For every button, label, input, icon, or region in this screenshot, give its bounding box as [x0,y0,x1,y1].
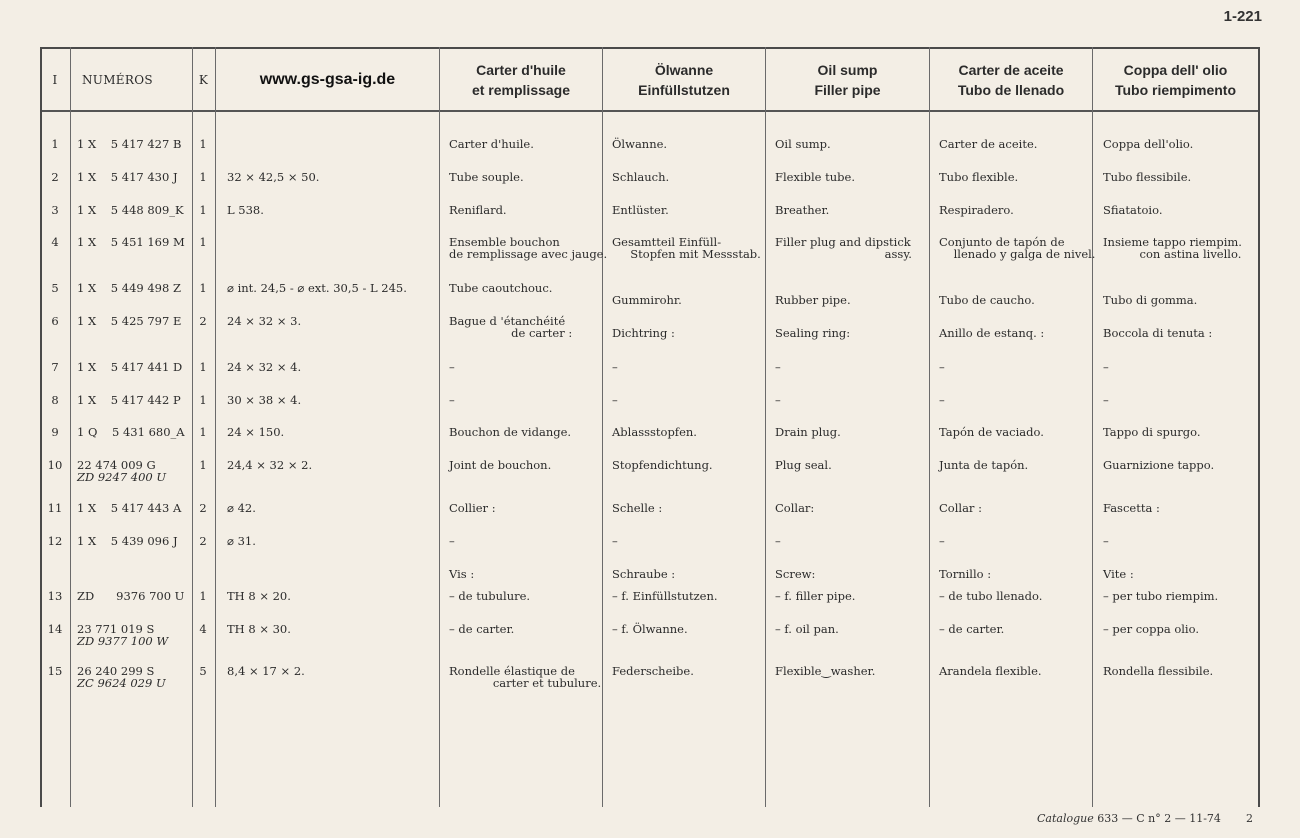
desc-english: Plug seal. [775,458,832,472]
desc-spanish: – [939,360,945,374]
header-german-line1: Ölwanne [654,62,714,78]
desc-spanish: Carter de aceite. [939,137,1038,151]
desc-italian: Rondella flessibile. [1103,664,1214,678]
part-number: 1 X 5 417 441 D [77,360,183,374]
quantity: 1 [199,458,207,472]
desc-italian: Tappo di spurgo. [1103,425,1201,439]
part-number-alt: ZC 9624 029 U [77,676,166,690]
column-divider [70,47,71,807]
dimensions: TH 8 × 20. [227,589,291,603]
quantity: 4 [199,622,207,636]
header-french-line2: et remplissage [471,82,571,98]
quantity: 2 [199,534,207,548]
desc-english: – f. filler pipe. [775,589,856,603]
column-divider [929,47,930,807]
row-index: 4 [51,235,59,249]
desc-english: Collar: [775,501,815,515]
desc-french: Tube souple. [449,170,524,184]
header-english-line1: Oil sump [817,62,878,78]
part-number: 22 474 009 G [77,458,156,472]
desc-english: Filler plug and dipstick assy. [775,235,912,261]
header-italian-line2: Tubo riempimento [1114,82,1237,98]
row-index: 6 [51,314,59,328]
desc-french: Rondelle élastique de carter et tubulure. [449,664,602,690]
desc-english: – [775,534,781,548]
dimensions: 30 × 38 × 4. [227,393,302,407]
desc-german: Gummirohr. [612,293,682,307]
desc-italian: Tubo flessibile. [1103,170,1192,184]
header-german [603,51,765,109]
quantity: 1 [199,360,207,374]
quantity: 1 [199,235,207,249]
column-divider [439,47,440,807]
dimensions: TH 8 × 30. [227,622,291,636]
desc-german: Stopfendichtung. [612,458,713,472]
desc-italian: – per coppa olio. [1103,622,1199,636]
quantity: 5 [199,664,207,678]
desc-german: Dichtring : [612,326,675,340]
header-italian-line1: Coppa dell' olio [1123,62,1228,78]
desc-french: Ensemble bouchon de remplissage avec jauge. [449,235,608,261]
part-number: 1 X 5 417 442 P [77,393,181,407]
column-divider [765,47,766,807]
desc-english: – f. oil pan. [775,622,839,636]
desc-german: – f. Einfüllstutzen. [612,589,718,603]
row-index: 2 [51,170,59,184]
header-french [440,51,602,109]
row-index: 1 [51,137,59,151]
desc-english: Oil sump. [775,137,831,151]
desc-german: Gesamtteil Einfüll- Stopfen mit Messstab. [612,235,761,261]
table-right-border [1258,47,1260,807]
part-number: 1 X 5 417 443 A [77,501,182,515]
header-italian [1093,51,1258,109]
desc-french: Bouchon de vidange. [449,425,572,439]
desc-german: Ablassstopfen. [612,425,697,439]
part-number: ZD 9376 700 U [77,589,185,603]
desc-french: Reniflard. [449,203,507,217]
header-spanish [930,51,1092,109]
row-index: 11 [47,501,63,515]
desc-spanish: Anillo de estanq. : [939,326,1045,340]
desc-spanish: Arandela flexible. [939,664,1042,678]
column-divider [192,47,193,807]
header-index: I [52,73,58,87]
desc-french: – de carter. [449,622,515,636]
row-index: 10 [47,458,63,472]
desc-french: Vis : [449,567,475,581]
desc-spanish: Tornillo : [939,567,992,581]
part-number-alt: ZD 9377 100 W [77,634,169,648]
desc-french: – [449,534,455,548]
desc-german: Entlüster. [612,203,669,217]
desc-spanish: – [939,534,945,548]
desc-spanish: Junta de tapón. [939,458,1029,472]
table-top-border [40,47,1260,49]
desc-german: Federscheibe. [612,664,694,678]
desc-italian: Fascetta : [1103,501,1160,515]
part-number: 1 X 5 425 797 E [77,314,182,328]
catalogue-word: Catalogue [1037,812,1094,825]
catalogue-reference [1037,812,1221,825]
row-index: 5 [51,281,59,295]
desc-french: Joint de bouchon. [449,458,552,472]
footer-page-number: 2 [1246,812,1253,825]
column-divider [215,47,216,807]
part-number: 26 240 299 S [77,664,155,678]
dimensions: ⌀ int. 24,5 - ⌀ ext. 30,5 - L 245. [227,281,407,295]
dimensions: ⌀ 31. [227,534,256,548]
desc-spanish: Respiradero. [939,203,1014,217]
header-german-line2: Einfüllstutzen [638,82,730,98]
desc-italian: – per tubo riempim. [1103,589,1219,603]
desc-italian: – [1103,360,1109,374]
desc-spanish: Tapón de vaciado. [939,425,1044,439]
header-divider [40,110,1260,112]
desc-german: Schelle : [612,501,663,515]
desc-spanish: Tubo de caucho. [939,293,1035,307]
column-divider [602,47,603,807]
desc-english: Flexible‿washer. [775,664,876,678]
website-watermark: www.gs-gsa-ig.de [259,71,396,88]
desc-english: Flexible tube. [775,170,855,184]
quantity: 2 [199,501,207,515]
desc-italian: Insieme tappo riempim. con astina livello. [1103,235,1242,261]
row-index: 13 [47,589,63,603]
quantity: 1 [199,170,207,184]
desc-italian: Coppa dell'olio. [1103,137,1194,151]
header-french-line1: Carter d'huile [476,62,566,78]
part-number: 1 X 5 439 096 J [77,534,178,548]
header-english [766,51,929,109]
row-index: 8 [51,393,59,407]
row-index: 7 [51,360,59,374]
part-number: 1 X 5 448 809_K [77,203,184,217]
dimensions: 24 × 32 × 3. [227,314,302,328]
desc-italian: – [1103,393,1109,407]
part-number: 1 X 5 417 430 J [77,170,178,184]
row-index: 9 [51,425,59,439]
desc-english: – [775,393,781,407]
header-k: K [198,73,209,87]
row-index: 14 [47,622,63,636]
desc-german: – [612,393,618,407]
part-number-alt: ZD 9247 400 U [77,470,167,484]
desc-french: Collier : [449,501,496,515]
desc-french: – [449,393,455,407]
desc-italian: Guarnizione tappo. [1103,458,1215,472]
desc-spanish: – [939,393,945,407]
desc-german: – [612,360,618,374]
dimensions: ⌀ 42. [227,501,256,515]
desc-english: Drain plug. [775,425,841,439]
row-index: 3 [51,203,59,217]
catalogue-ref: 633 — C n° 2 — 11-74 [1093,812,1221,825]
desc-english: Sealing ring: [775,326,851,340]
parts-table [40,47,1260,807]
part-number: 1 X 5 449 498 Z [77,281,181,295]
part-number: 1 X 5 451 169 M [77,235,185,249]
quantity: 1 [199,393,207,407]
desc-english: – [775,360,781,374]
desc-spanish: Tubo flexible. [939,170,1019,184]
desc-french: Tube caoutchouc. [449,281,553,295]
desc-french: – [449,360,455,374]
desc-german: Ölwanne. [612,137,668,151]
desc-italian: Sfiatatoio. [1103,203,1163,217]
desc-italian: Tubo di gomma. [1103,293,1198,307]
header-numeros: NUMÉROS [82,73,153,87]
part-number: 1 Q 5 431 680_A [77,425,185,439]
quantity: 1 [199,203,207,217]
quantity: 2 [199,314,207,328]
desc-german: Schlauch. [612,170,670,184]
desc-english: Rubber pipe. [775,293,851,307]
desc-french: – de tubulure. [449,589,531,603]
column-divider [1092,47,1093,807]
quantity: 1 [199,137,207,151]
quantity: 1 [199,425,207,439]
dimensions: 24,4 × 32 × 2. [227,458,313,472]
page-number: 1-221 [1223,8,1262,25]
desc-english: Screw: [775,567,816,581]
desc-italian: – [1103,534,1109,548]
row-index: 15 [47,664,63,678]
desc-german: Schraube : [612,567,676,581]
quantity: 1 [199,281,207,295]
desc-spanish: – de tubo llenado. [939,589,1043,603]
desc-spanish: Conjunto de tapón de llenado y galga de nivel. [939,235,1096,261]
desc-german: – f. Ölwanne. [612,622,688,636]
desc-french: Bague d 'étanchéité de carter : [449,314,573,340]
desc-english: Breather. [775,203,830,217]
desc-french: Carter d'huile. [449,137,534,151]
dimensions: 24 × 150. [227,425,285,439]
header-english-line2: Filler pipe [814,82,881,98]
desc-spanish: Collar : [939,501,982,515]
header-spanish-line1: Carter de aceite [958,62,1064,78]
part-number: 23 771 019 S [77,622,155,636]
desc-italian: Boccola di tenuta : [1103,326,1213,340]
header-spanish-line2: Tubo de llenado [957,82,1065,98]
desc-german: – [612,534,618,548]
dimensions: 32 × 42,5 × 50. [227,170,320,184]
part-number: 1 X 5 417 427 B [77,137,182,151]
dimensions: 24 × 32 × 4. [227,360,302,374]
dimensions: L 538. [227,203,264,217]
quantity: 1 [199,589,207,603]
row-index: 12 [47,534,63,548]
desc-spanish: – de carter. [939,622,1005,636]
desc-italian: Vite : [1103,567,1134,581]
dimensions: 8,4 × 17 × 2. [227,664,305,678]
